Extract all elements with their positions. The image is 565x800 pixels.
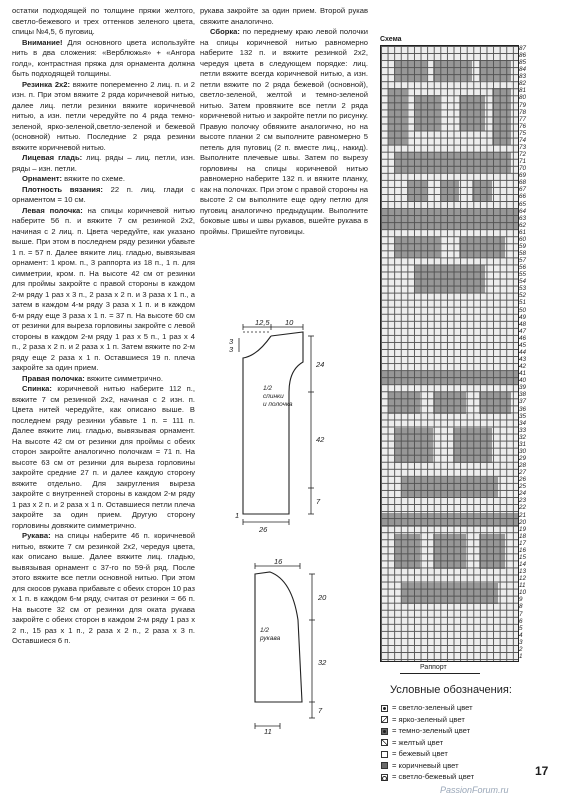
- chart-row-number: 24: [519, 490, 527, 498]
- chart-row-number: 72: [519, 151, 527, 159]
- legend-swatch-icon: [381, 762, 388, 769]
- chart-motif-block: [453, 428, 492, 463]
- legend-swatch-icon: [381, 739, 388, 746]
- legend-swatch-icon: [381, 751, 388, 758]
- back-text: коричневой нитью наберите 112 п., вяжите 7 см резинкой 2х2, начиная с 2 изн. п. Цвета нитей чередуйте, как описано выше. В последнем ряду резинки убавьте 1 п. = 111 п. Далее вяжите лиц. гладью, вывязывая орнамент. На высоте 42 см от резинки для проймы с обеих сторон закройте аналогично полочкам = 71 п. На высоте 63 см от резинки для выреза горловины закройте средние 27 п. и далее каждую сторону вяжите отдельно. Для закругления выреза закройте с внутренней стороны в каждом 2-м ряду 1 раз х 2 п. и 2 раза х 1 п. Оставшиеся петли плеча закройте за один прием. Другую сторону горловины довяжите симметрично.: [12, 384, 195, 530]
- rib-text: вяжите попеременно 2 лиц. п. и 2 изн. п. При этом вяжите 2 ряда коричневой нитью, далее лиц. петли резинки вяжите коричневой нитью, а изн. петли чередуйте по 4 ряда темно-зеленой, ярко-зеленой,светло-зеленой и бежевой (основной) нитью. Последние 2 ряда резинки вяжите коричневой нитью.: [12, 79, 195, 152]
- chart-motif-block: [479, 534, 505, 569]
- chart-row-number: 11: [519, 582, 526, 590]
- chart-row-number: 9: [519, 596, 523, 604]
- chart-row-number: 31: [519, 440, 527, 448]
- chart-motif-block: [433, 60, 472, 81]
- legend-label: = ярко-зеленый цвет: [392, 714, 465, 724]
- chart-row-number: 82: [519, 80, 527, 88]
- chart-row-number: 83: [519, 73, 527, 81]
- back-heading: Спинка:: [22, 384, 52, 393]
- knitting-chart-grid: [380, 45, 519, 662]
- chart-motif-block: [472, 180, 492, 201]
- chart-row-number: 29: [519, 455, 527, 462]
- chart-row-number: 4: [519, 631, 523, 639]
- chart-row-number: 60: [519, 235, 527, 243]
- chart-row-number: 61: [519, 228, 527, 236]
- chart-row-number: 51: [519, 299, 527, 307]
- legend-swatch-icon: [381, 716, 388, 723]
- chart-row-number: 65: [519, 200, 527, 208]
- dim-11: 11: [264, 727, 272, 736]
- legend-label: = желтый цвет: [392, 737, 444, 747]
- chart-row-number: 22: [519, 504, 527, 512]
- chart-row-number: 10: [519, 589, 527, 597]
- chart-row-number: 33: [519, 426, 527, 434]
- attention-paragraph: [12, 38, 195, 80]
- dim-7: 7: [316, 497, 321, 506]
- chart-motif-block: [394, 60, 427, 81]
- page-number: 17: [535, 764, 549, 778]
- chart-row-number: 74: [519, 136, 527, 144]
- chart-row-number: 70: [519, 165, 527, 173]
- gauge-paragraph: [12, 185, 195, 206]
- legend-label: = светло-зеленый цвет: [392, 703, 473, 712]
- chart-motif-block: [381, 371, 518, 385]
- legend-swatch-icon: [381, 705, 388, 712]
- chart-row-number: 59: [519, 242, 527, 250]
- chart-motif-block: [401, 583, 499, 604]
- chart-row-number: 67: [519, 186, 527, 194]
- chart-row-number: 58: [519, 250, 527, 257]
- chart-row-number: 54: [519, 278, 527, 286]
- chart-row-number: 20: [519, 518, 527, 526]
- right-front-heading: Правая полочка:: [22, 373, 85, 383]
- chart-row-number: 17: [519, 539, 527, 547]
- chart-row-number: 35: [519, 412, 527, 420]
- chart-row-number: 75: [519, 129, 527, 137]
- chart-motif-block: [440, 180, 460, 201]
- chart-motif-block: [394, 534, 420, 569]
- dim-16: 16: [274, 557, 283, 566]
- materials-text: остатки подходящей по толщине пряжи желтого, светло-бежевого и трех оттенков зеленого цвета, спицы №4,5, 6 пуговиц.: [12, 6, 195, 36]
- dim-24: 24: [316, 360, 325, 369]
- ornament-paragraph: [12, 174, 195, 185]
- chart-row-number: 40: [519, 377, 527, 385]
- chart-motif-block: [459, 95, 485, 130]
- instructions-column-2: [200, 6, 368, 237]
- dim-3-a: 3: [229, 337, 234, 346]
- chart-row-number: 81: [519, 87, 527, 95]
- chart-row-number: 5: [519, 624, 523, 632]
- chart-row-number: 36: [519, 405, 527, 413]
- legend-item: [381, 761, 459, 770]
- chart-row-number: 25: [519, 483, 527, 491]
- stockinette-text: лиц. ряды – лиц. петли, изн. ряды – изн. петли.: [12, 153, 195, 173]
- front-label-half: 1/2: [263, 385, 273, 392]
- dim-20: 20: [318, 593, 327, 602]
- chart-row-number: 13: [519, 568, 527, 576]
- left-front-paragraph: [12, 206, 195, 374]
- chart-row-number: 63: [519, 214, 527, 222]
- chart-row-number: 2: [519, 645, 523, 653]
- chart-row-number: 1: [519, 652, 523, 660]
- chart-row-number: 47: [519, 327, 527, 335]
- stockinette-paragraph: [12, 153, 195, 174]
- chart-row-number: 66: [519, 193, 527, 201]
- chart-motif-block: [459, 237, 505, 258]
- chart-motif-block: [433, 392, 466, 413]
- chart-row-number: 78: [519, 108, 527, 116]
- chart-row-number: 34: [519, 419, 527, 427]
- chart-row-number: 32: [519, 433, 527, 441]
- chart-row-number: 6: [519, 617, 523, 625]
- watermark: PassionForum.ru: [440, 785, 509, 795]
- chart-row-number: 85: [519, 59, 527, 67]
- chart-row-number: 64: [519, 207, 527, 215]
- left-front-text: на спицы коричневой нитью наберите 56 п. и вяжите 7 см резинкой 2х2, начиная с 2 лиц. п. Цвета чередуйте, как указано выше. При этом в последнем ряду резинки убавьте 1 п. = 57 п. Далее вяжите лиц. гладью, вывязывая орнамент: 1 кром. п., 3 раппорта из 18 п., 1 п. для симметрии, кром. п. На высоте 42 см от резинки для проймы закройте с правой стороны в каждом 2-м ряду 1 раз х 3 п., 2 раза х 2 п. и 3 раза х 1 п., а затем в каждом 4-м ряду 3 раза х 1 п. и в каждом 6-м ряду еще 3 раза х 1 п. = 37 п. На высоте 60 см от резинки для выреза горловины закройте с левой стороны в каждом 2-м ряду 1 раз х 5 п., 1 раз х 4 п., 2 раза х 2 п. и 2 раза х 1 п. Затем вяжите по 2-м ряду еще 2 раза х 1 п. Оставшиеся 19 п. плеча закройте за один прием.: [12, 205, 195, 372]
- dim-12-5: 12,5: [255, 318, 270, 327]
- chart-motif-block: [479, 60, 512, 81]
- chart-motif-block: [407, 180, 427, 201]
- chart-row-number: 12: [519, 575, 527, 583]
- legend-title: Условные обозначения:: [390, 684, 512, 696]
- chart-row-number: 62: [519, 221, 527, 229]
- legend-item: [381, 715, 465, 724]
- right-front-text: вяжите симметрично.: [84, 373, 163, 383]
- chart-row-number: 28: [519, 462, 527, 470]
- legend-item: [381, 749, 448, 758]
- chart-row-number: 55: [519, 271, 527, 279]
- chart-motif-block: [394, 237, 440, 258]
- chart-motif-block: [381, 209, 518, 230]
- chart-row-number: 16: [519, 546, 527, 554]
- chart-row-number: 56: [519, 264, 527, 272]
- chart-motif-block: [414, 95, 440, 130]
- chart-row-number: 73: [519, 143, 527, 151]
- chart-row-number: 39: [519, 384, 527, 392]
- chart-row-number: 50: [519, 306, 527, 314]
- chart-row-number: 38: [519, 391, 527, 399]
- ornament-heading: Орнамент:: [22, 174, 63, 183]
- sleeve-label-half: 1/2: [260, 627, 270, 634]
- front-schematic: [225, 318, 345, 534]
- legend-swatch-icon: [381, 774, 388, 781]
- chart-row-number: 37: [519, 398, 527, 406]
- assembly-text: по переднему краю левой полочки на спицы коричневой нитью равномерно наберите 132 п. и вяжите резинкой 2х2, чередуя цвета в следующем порядке: лиц. петли вяжите всегда коричневой нитью, а изн. петли вяжите по 2 ряда бежевой (основной), светло-зеленой, желтой и темно-зеленой нитью. Затем провяжите все петли 2 ряда коричневой нитью и закройте петли по рисунку. Правую полочку обвяжите аналогично, но на высоте планки 2 см выполните равномерно 5 петель для пуговиц (2 п. вместе лиц., накид). Выполните плечевые швы. Затем по вырезу горловины на спицы коричневой нитью равномерно наберите 132 п. и вяжите планку, как на полочках. При этом с правой стороны на высоте 2 см выполните еще одну петлю для пуговиц аналогично предыдущим. Выполните боковые швы и швы рукавов, вшейте рукава в проймы. Пришейте пуговицы.: [200, 27, 368, 236]
- legend-swatch-icon: [381, 728, 388, 735]
- legend-item: [381, 772, 474, 781]
- chart-row-number: 84: [519, 66, 527, 74]
- chart-motif-block: [394, 152, 511, 173]
- chart-row-number: 27: [519, 469, 527, 477]
- front-label-fronts: и полочка: [263, 401, 293, 408]
- chart-row-number: 77: [519, 115, 527, 123]
- sleeve-label-text: рукава: [260, 635, 281, 642]
- chart-row-number: 15: [519, 553, 527, 561]
- chart-motif-block: [394, 428, 433, 463]
- assembly-paragraph: [200, 27, 368, 237]
- rib-heading: Резинка 2х2:: [22, 79, 71, 89]
- chart-row-number: 53: [519, 285, 527, 293]
- dim-10: 10: [285, 318, 294, 327]
- chart-row-number: 48: [519, 320, 527, 328]
- dim-7-sleeve: 7: [318, 706, 323, 715]
- sleeves-text: на спицы наберите 46 п. коричневой нитью, вяжите 7 см резинкой 2х2, чередуя цвета, как описано выше. Далее вяжите лиц. гладью, вывязывая орнамент с 37-го по 59-й ряд. После этого вяжите все петли основной нитью. При этом для скосов рукава прибавьте с обеих сторон 10 раз х 1 п. в каждом 6-м ряду, считая от резинки = 66 п. На высоте 32 см от резинки для оката рукава закройте с обеих сторон в каждом 2-м ряду 1 раз х 2 п., 15 раз х 1 п., 2 раза х 2 п., 2 раза х 3 п. Оставшиеся 6 п.: [12, 531, 195, 645]
- chart-motif-block: [388, 392, 421, 413]
- chart-row-number: 41: [519, 370, 527, 378]
- chart-row-number: 7: [519, 610, 523, 618]
- chart-title: Схема: [380, 36, 402, 43]
- chart-row-number: 76: [519, 122, 527, 130]
- chart-row-number: 3: [519, 638, 523, 646]
- attention-text: Для основного цвета используйте нить в два сложения: «Верблюжья» + «Ангора голд», контрастная пряжа для орнамента должна быть подходящей толщины.: [12, 37, 195, 78]
- sleeves-paragraph: [12, 531, 195, 647]
- chart-row-number: 8: [519, 603, 523, 611]
- back-paragraph: [12, 384, 195, 531]
- legend-label: = бежевый цвет: [392, 749, 448, 758]
- chart-motif-block: [388, 88, 408, 145]
- legend-label: = коричневый цвет: [392, 760, 459, 770]
- chart-row-number: 42: [519, 363, 527, 371]
- chart-row-number: 69: [519, 172, 527, 180]
- front-label-back: спинки: [263, 393, 284, 400]
- chart-motif-block: [414, 265, 486, 293]
- assembly-heading: Сборка:: [210, 27, 240, 36]
- chart-row-number: 79: [519, 101, 527, 109]
- sleeve-finish-text: рукава закройте за один прием. Второй рукав свяжите аналогично.: [200, 6, 368, 26]
- chart-row-number: 26: [519, 476, 527, 484]
- chart-row-number: 71: [519, 158, 527, 166]
- dim-1: 1: [235, 511, 240, 520]
- chart-motif-block: [492, 88, 512, 145]
- attention-heading: Внимание!: [22, 37, 63, 47]
- sleeve-schematic: [240, 557, 340, 736]
- legend-item: [381, 703, 473, 712]
- chart-row-number: 57: [519, 257, 527, 265]
- stockinette-heading: Лицевая гладь:: [22, 153, 83, 162]
- chart-motif-block: [433, 534, 466, 569]
- chart-row-number: 68: [519, 179, 527, 187]
- chart-row-number: 52: [519, 292, 527, 300]
- chart-motif-block: [479, 392, 512, 413]
- chart-row-number: 30: [519, 447, 527, 455]
- legend-item: [381, 738, 443, 747]
- chart-row-number: 49: [519, 313, 527, 321]
- rapport-label: Раппорт: [420, 664, 447, 671]
- chart-row-number: 80: [519, 94, 527, 102]
- chart-row-number: 18: [519, 532, 527, 540]
- dim-42: 42: [316, 435, 325, 444]
- chart-motif-block: [381, 513, 518, 527]
- legend-label: = светло-бежевый цвет: [392, 772, 475, 781]
- rapport-bracket: [400, 673, 480, 674]
- left-front-heading: Левая полочка:: [22, 205, 83, 215]
- dim-26: 26: [259, 525, 268, 534]
- legend-label: = темно-зеленый цвет: [392, 726, 471, 735]
- chart-row-number: 44: [519, 348, 527, 356]
- chart-row-number: 14: [519, 561, 527, 569]
- dim-32: 32: [318, 658, 327, 667]
- chart-row-number: 46: [519, 334, 527, 342]
- right-front-paragraph: [12, 374, 195, 385]
- chart-row-number: 87: [519, 45, 527, 52]
- chart-row-number: 86: [519, 52, 527, 60]
- chart-row-number: 21: [519, 511, 527, 519]
- ornament-text: вяжите по схеме.: [62, 174, 125, 183]
- chart-row-number: 45: [519, 341, 527, 349]
- gauge-heading: Плотность вязания:: [22, 184, 103, 194]
- sleeves-heading: Рукава:: [22, 531, 51, 540]
- chart-motif-block: [401, 477, 499, 498]
- chart-row-number: 19: [519, 525, 527, 533]
- dim-3-b: 3: [229, 345, 234, 354]
- legend-item: [381, 726, 470, 735]
- instructions-column-1: [12, 6, 195, 647]
- chart-row-number: 43: [519, 356, 527, 364]
- chart-row-number: 23: [519, 497, 527, 505]
- rib-paragraph: [12, 80, 195, 154]
- gauge-text: 22 п. лиц. глади с орнаментом = 10 см.: [12, 184, 196, 204]
